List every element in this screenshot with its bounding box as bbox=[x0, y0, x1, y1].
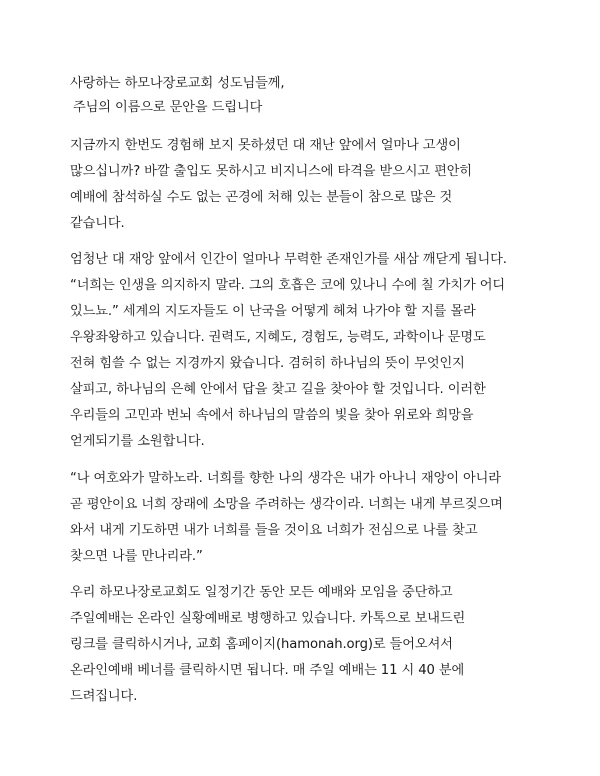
text-line: 엄청난 대 재앙 앞에서 인간이 얼마나 무력한 존재인가를 새삼 깨닫게 됩니다. bbox=[70, 252, 507, 267]
text-line: 얻게되기를 소원합니다. bbox=[70, 434, 205, 449]
text-line: “너희는 인생을 의지하지 말라. 그의 호흡은 코에 있나니 수에 칠 가치가 어디 bbox=[70, 278, 506, 293]
text-line: 곧 평안이요 너희 장래에 소망을 주려하는 생각이라. 너희는 내게 부르짖으며 bbox=[70, 497, 503, 512]
text-line: 드려집니다. bbox=[70, 689, 138, 704]
text-line: 우리들의 고민과 번뇌 속에서 하나님의 말씀의 빛을 찾아 위로와 희망을 bbox=[70, 408, 474, 423]
greeting-line: 사랑하는 하모나장로교회 성도님들께, bbox=[70, 76, 285, 91]
text-line: 있느뇨.” 세계의 지도자들도 이 난국을 어떻게 헤쳐 나가야 할 지를 몰라 bbox=[70, 304, 476, 319]
text-line: 온라인예배 베너를 클릭하시면 됩니다. 매 주일 예배는 11 시 40 분에 bbox=[70, 663, 465, 678]
text-line: 우왕좌왕하고 있습니다. 권력도, 지혜도, 경험도, 능력도, 과학이나 문명도 bbox=[70, 330, 486, 345]
text-line: 살피고, 하나님의 은혜 안에서 답을 찾고 길을 찾아야 할 것입니다. 이러한 bbox=[70, 382, 486, 397]
text-line: 예배에 참석하실 수도 없는 곤경에 처해 있는 분들이 참으로 많은 것 bbox=[70, 190, 453, 205]
text-line: 지금까지 한번도 경험해 보지 못하셨던 대 재난 앞에서 얼마나 고생이 bbox=[70, 138, 461, 153]
text-line: 찾으면 나를 만나리라.” bbox=[70, 549, 203, 564]
text-line: 같습니다. bbox=[70, 216, 125, 231]
text-line: 우리 하모나장로교회도 일정기간 동안 모든 예배와 모임을 중단하고 bbox=[70, 585, 453, 600]
greeting-line: 주님의 이름으로 문안을 드립니다 bbox=[73, 100, 263, 115]
text-line: 주일예배는 온라인 실황예배로 병행하고 있습니다. 카톡으로 보내드린 bbox=[70, 611, 466, 626]
text-line: 전혀 힘쓸 수 없는 지경까지 왔습니다. 겸허히 하나님의 뜻이 무엇인지 bbox=[70, 356, 465, 371]
text-line: 많으십니까? 바깔 출입도 못하시고 비지니스에 타격을 받으시고 편안히 bbox=[70, 164, 473, 179]
text-line: 와서 내게 기도하면 내가 너희를 들을 것이요 너희가 전심으로 나를 찾고 bbox=[70, 523, 478, 538]
text-line: 링크를 클릭하시거나, 교회 홈페이지(hamonah.org)로 들어오셔서 bbox=[70, 637, 453, 652]
text-line: “나 여호와가 말하노라. 너희를 향한 나의 생각은 내가 아나니 재앙이 아니라 bbox=[70, 471, 501, 486]
